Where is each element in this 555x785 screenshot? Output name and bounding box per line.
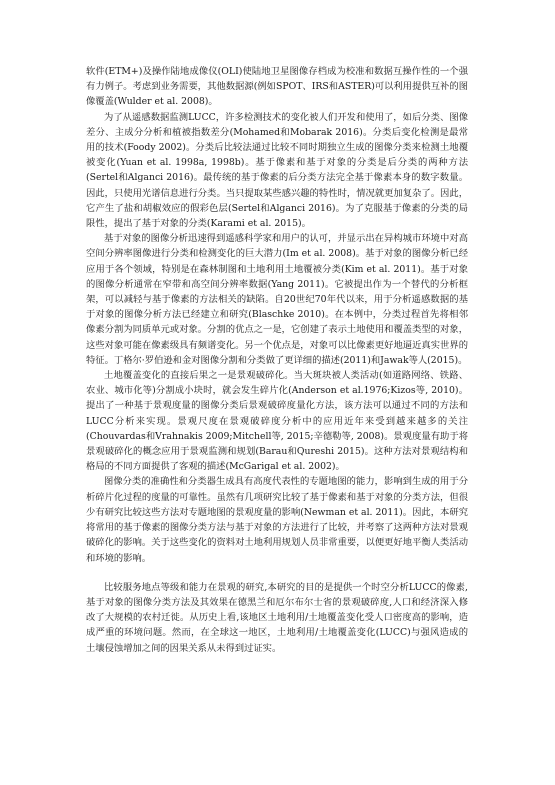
document-page <box>86 64 468 656</box>
paragraph-1: 软件(ETM+)及操作陆地成像仪(OLI)使陆地卫星图像存档成为校准和数据互操作性的一个强有力例子。考虑到业务需要，其他数据源(例如SPOT、IRS和ASTER)可以利用提供互补的图像覆盖(Wulder et al. 2008)。 <box>86 66 468 108</box>
paragraph-4: 土地覆盖变化的直接后果之一是景观破碎化。当大斑块被人类活动(如道路网络、铁路、农业、城市化等)分割成小块时，就会发生碎片化(Anderson et al.1976;Kizos等, 2010)。提出了一种基于景观度量的图像分类后景观破碎度量化方法，该方法可以通过不同的方法和LUCC分析来实现。景观尺度在景观破碎度分析中的应用近年来受到越来越多的关注(Chouvardas和Vrahnakis 2009;Mitchell等, 2015;辛德勒等, 2008)。景观度量有助于将景观破碎化的概念应用于景观监测和规划(Barau和Qureshi 2015)。这种方法对景观结构和格局的不同方面提供了客观的描述(McGarigal et al. 2002)。 <box>86 370 468 473</box>
paragraph-2: 为了从遥感数据监测LUCC，许多检测技术的变化被人们开发和使用了，如后分类、图像差分、主成分分析和植被指数差分(Mohamed和Mobarak 2016)。分类后变化检测是最常用的技术(Foody 2002)。分类后比较法通过比较不同时期独立生成的图像分类来检测土地覆被变化(Yuan et al. 1998a, 1998b)。基于像素和基于对象的分类是后分类的两种方法(Sertel和Alganci 2016)。最传统的基于像素的后分类方法完全基于像素本身的数字数量。因此，只使用光谱信息进行分类。当只提取某些感兴趣的特性时，情况就更加复杂了。因此，它产生了盐和胡椒效应的假彩色层(Sertel和Alganci 2016)。为了克服基于像素的分类的局限性，提出了基于对象的分类(Karami et al. 2015)。 <box>86 111 468 230</box>
paragraph-5: 图像分类的准确性和分类器生成具有高度代表性的专题地图的能力，影响到生成的用于分析碎片化过程的度量的可靠性。虽然有几项研究比较了基于像素和基于对象的分类方法，但很少有研究比较这些方法对专题地图的景观度量的影响(Newman et al. 2011)。因此，本研究将常用的基于像素的图像分类方法与基于对象的方法进行了比较，并考察了这两种方法对景观破碎化的影响。关于这些变化的资料对土地利用规划人员非常重要，以便更好地平衡人类活动和环境的影响。 <box>86 476 468 564</box>
paragraph-3: 基于对象的图像分析迅速得到遥感科学家和用户的认可，并显示出在异构城市环境中对高空间分辨率图像进行分类和检测变化的巨大潜力(Im et al. 2008)。基于对象的图像分析已经应用于各个领域，特别是在森林制图和土地利用土地覆被分类(Kim et al. 2011)。基于对象的图像分析通常在窄带和高空间分辨率数据(Yang 2011)。它被提出作为一个替代的分析框架，可以减轻与基于像素的方法相关的缺陷。自20世纪70年代以来，用于分析遥感数据的基于对象的图像分析方法已经建立和研究(Blaschke 2010)。在本例中，分类过程首先将相邻像素分割为同质单元或对象。分割的优点之一是，它创建了表示土地使用和覆盖类型的对象，这些对象可能在像素级具有频谱变化。另一个优点是，对象可以比像素更好地逼近真实世界的特征。丁格尔·罗伯逊和金对图像分割和分类做了更详细的描述(2011)和Jawak等人(2015)。 <box>86 233 468 366</box>
paragraph-6: 比较服务地点等级和能力在景观的研究,本研究的目的是提供一个时空分析LUCC的像素,基于对象的图像分类方法及其效果在德黑兰和厄尔布尔士省的景观破碎度,人口和经济深入修改了大规模的农村迁徙。从历史上看,该地区土地利用/土地覆盖变化受人口密度高的影响，造成严重的环境问题。然而，在全球这一地区，土地利用/土地覆盖变化(LUCC)与强风造成的土壤侵蚀增加之间的因果关系从未得到过证实。 <box>86 581 468 654</box>
